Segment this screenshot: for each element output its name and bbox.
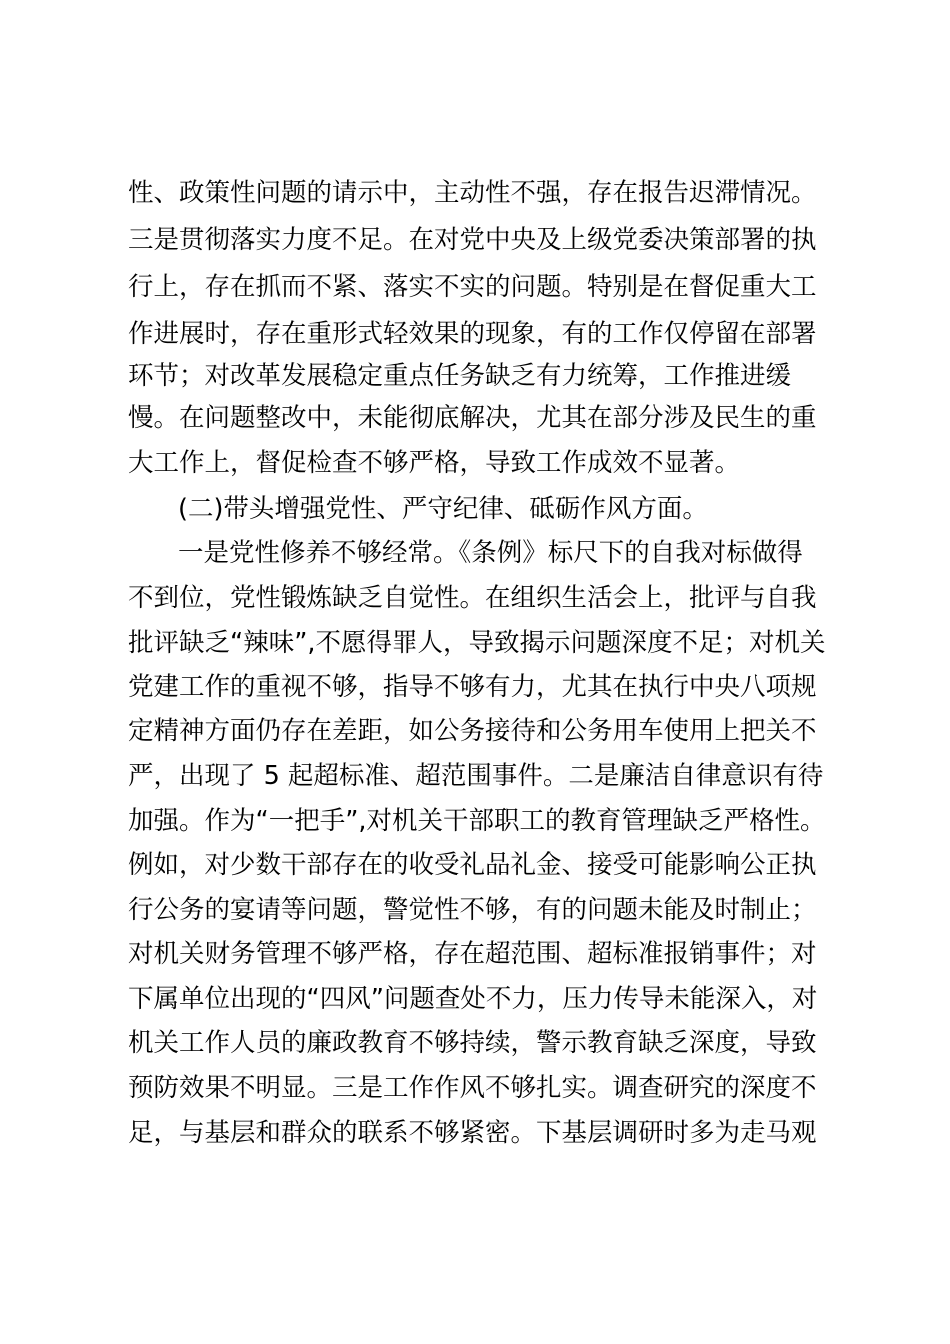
text-line: 三是贯彻落实力度不足。在对党中央及上级党委决策部署的执 bbox=[128, 225, 817, 255]
section-heading: (二)带头增强党性、严守纪律、砥砺作风方面。 bbox=[178, 494, 708, 524]
text-line: 大工作上，督促检查不够严格，导致工作成效不显著。 bbox=[128, 448, 741, 478]
text-line: 例如，对少数干部存在的收受礼品礼金、接受可能影响公正执 bbox=[128, 850, 817, 880]
text-line: 严，出现了 5 起超标准、超范围事件。二是廉洁自律意识有待 bbox=[128, 761, 824, 791]
text-line: 行上，存在抓而不紧、落实不实的问题。特别是在督促重大工 bbox=[128, 272, 817, 302]
text-line: 预防效果不明显。三是工作作风不够扎实。调查研究的深度不 bbox=[128, 1073, 817, 1103]
text-line: 不到位，党性锻炼缺乏自觉性。在组织生活会上，批评与自我 bbox=[128, 583, 817, 613]
paragraph-first-line: 一是党性修养不够经常。《条例》标尺下的自我对标做得 bbox=[178, 538, 803, 568]
text-line: 足，与基层和群众的联系不够紧密。下基层调研时多为走马观 bbox=[128, 1118, 817, 1148]
text-line: 机关工作人员的廉政教育不够持续，警示教育缺乏深度，导致 bbox=[128, 1028, 817, 1058]
text-line: 环节；对改革发展稳定重点任务缺乏有力统筹，工作推进缓 bbox=[128, 361, 792, 391]
text-line: 性、政策性问题的请示中，主动性不强，存在报告迟滞情况。 bbox=[128, 178, 817, 208]
text-line: 对机关财务管理不够严格，存在超范围、超标准报销事件；对 bbox=[128, 939, 817, 969]
text-line: 批评缺乏“辣味”,不愿得罪人，导致揭示问题深度不足；对机关 bbox=[128, 628, 826, 658]
text-line: 作进展时，存在重形式轻效果的现象，有的工作仅停留在部署 bbox=[128, 319, 817, 349]
text-line: 下属单位出现的“四风”问题查处不力，压力传导未能深入，对 bbox=[128, 984, 818, 1014]
text-line: 加强。作为“一把手”,对机关干部职工的教育管理缺乏严格性。 bbox=[128, 806, 826, 836]
text-line: 党建工作的重视不够，指导不够有力，尤其在执行中央八项规 bbox=[128, 672, 817, 702]
text-line: 定精神方面仍存在差距，如公务接待和公务用车使用上把关不 bbox=[128, 716, 817, 746]
text-line: 行公务的宴请等问题，警觉性不够，有的问题未能及时制止； bbox=[128, 895, 817, 925]
text-line: 慢。在问题整改中，未能彻底解决，尤其在部分涉及民生的重 bbox=[128, 403, 817, 433]
